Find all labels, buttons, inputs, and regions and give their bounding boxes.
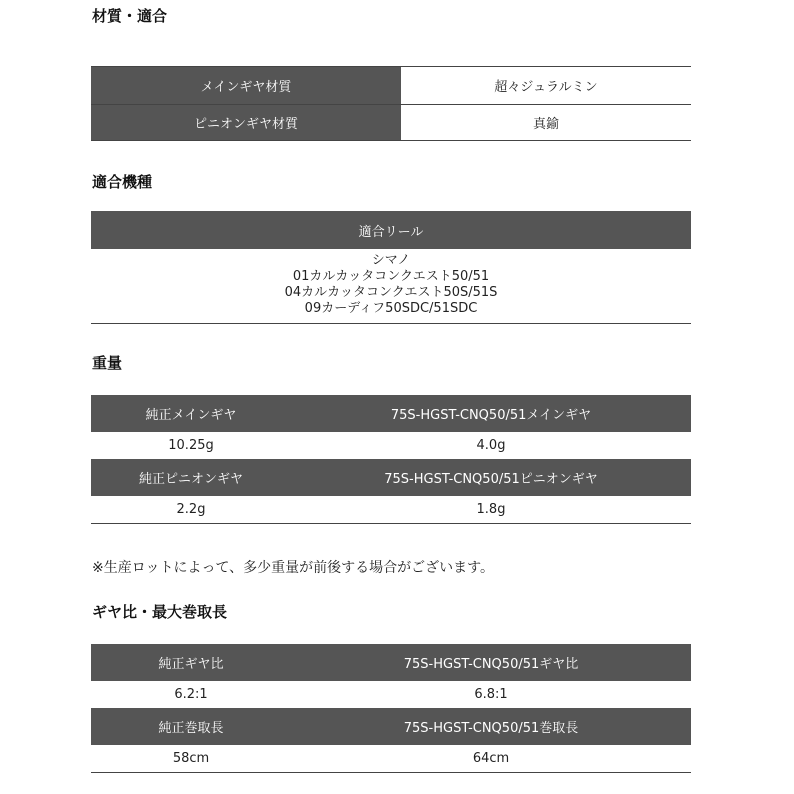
- stock-pinion-gear-header: 純正ピニオンギヤ: [91, 459, 291, 496]
- material-table: [91, 66, 691, 141]
- table-row: [91, 496, 691, 523]
- weight-table: [91, 395, 691, 524]
- compat-header: 適合リール: [91, 211, 691, 249]
- table-row: [91, 395, 691, 432]
- table-row: [91, 708, 691, 745]
- custom-main-gear-header: 75S-HGST-CNQ50/51メインギヤ: [291, 395, 691, 432]
- table-row: [91, 432, 691, 459]
- custom-retrieve-length-header: 75S-HGST-CNQ50/51巻取長: [291, 708, 691, 745]
- ratio-section-title: ギヤ比・最大巻取長: [92, 603, 228, 621]
- compat-section-title: 適合機種: [92, 173, 153, 191]
- stock-retrieve-length-header: 純正巻取長: [91, 708, 291, 745]
- table-row: [91, 459, 691, 496]
- table-row: [91, 105, 691, 141]
- pinion-gear-material-value: 真鍮: [401, 105, 691, 141]
- stock-gear-ratio-value: 6.2:1: [91, 681, 291, 708]
- table-row: [91, 67, 691, 105]
- table-row: [91, 644, 691, 681]
- table-row: [91, 745, 691, 772]
- custom-main-gear-weight: 4.0g: [291, 432, 691, 459]
- weight-section-title: 重量: [92, 354, 123, 372]
- custom-pinion-gear-header: 75S-HGST-CNQ50/51ピニオンギヤ: [291, 459, 691, 496]
- table-row: [91, 211, 691, 249]
- compat-model: 01カルカッタコンクエスト50/51: [292, 269, 490, 284]
- custom-pinion-gear-weight: 1.8g: [291, 496, 691, 523]
- main-gear-material-value: 超々ジュラルミン: [401, 67, 691, 105]
- pinion-gear-material-label: ピニオンギヤ材質: [91, 105, 401, 141]
- compat-model: 09カーディフ50SDC/51SDC: [304, 301, 478, 316]
- weight-note: ※生産ロットによって、多少重量が前後する場合がございます。: [92, 560, 495, 576]
- custom-retrieve-length-value: 64cm: [291, 745, 691, 772]
- stock-pinion-gear-weight: 2.2g: [91, 496, 291, 523]
- table-row: [91, 681, 691, 708]
- compat-maker: シマノ: [371, 253, 411, 268]
- stock-gear-ratio-header: 純正ギヤ比: [91, 644, 291, 681]
- stock-main-gear-weight: 10.25g: [91, 432, 291, 459]
- compat-model: 04カルカッタコンクエスト50S/51S: [284, 285, 498, 300]
- stock-main-gear-header: 純正メインギヤ: [91, 395, 291, 432]
- custom-gear-ratio-value: 6.8:1: [291, 681, 691, 708]
- compat-reel-list: [91, 249, 691, 324]
- main-gear-material-label: メインギヤ材質: [91, 67, 401, 105]
- stock-retrieve-length-value: 58cm: [91, 745, 291, 772]
- material-section-title: 材質・適合: [92, 7, 168, 25]
- custom-gear-ratio-header: 75S-HGST-CNQ50/51ギヤ比: [291, 644, 691, 681]
- compat-table: [91, 211, 691, 324]
- ratio-table: [91, 644, 691, 773]
- table-row: [91, 249, 691, 324]
